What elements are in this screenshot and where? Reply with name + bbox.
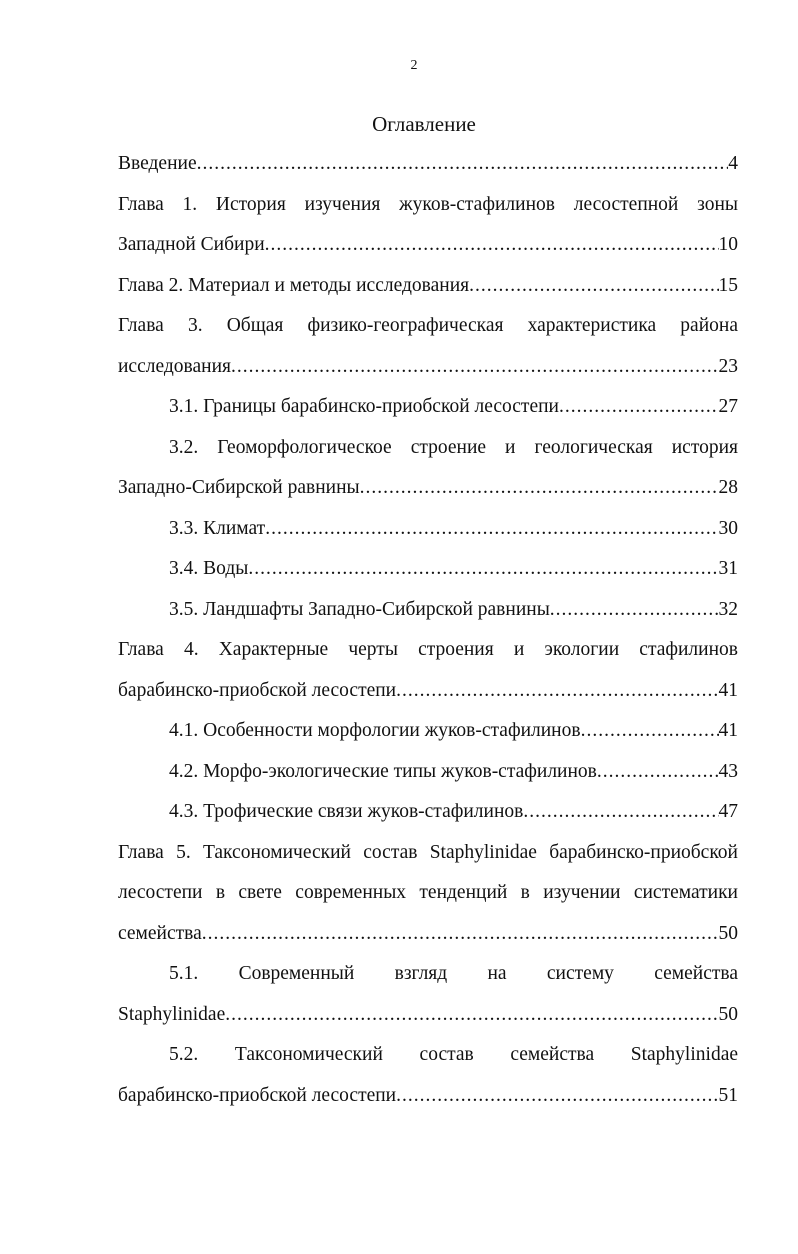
toc-entry-title: 3.3. Климат xyxy=(169,517,266,539)
toc-entry-line: Глава 5. Таксономический состав Staphylinidae барабинско-приобской xyxy=(118,841,738,863)
dot-leader xyxy=(225,1001,718,1029)
toc-entry-line: Глава 1. История изучения жуков-стафилинов лесостепной зоны xyxy=(118,193,738,215)
table-of-contents xyxy=(118,150,738,1122)
dot-leader xyxy=(597,758,719,786)
toc-entry-leader-line xyxy=(118,717,738,758)
dot-leader xyxy=(231,353,719,381)
toc-entry-leader-line xyxy=(118,596,738,637)
toc-entry-title: Западной Сибири xyxy=(118,234,265,255)
toc-entry-line: Глава 4. Характерные черты строения и экологии стафилинов xyxy=(118,639,738,660)
toc-entry-leader-line xyxy=(118,798,738,839)
toc-entry-title: Западно-Сибирской равнины xyxy=(118,477,360,498)
toc-entry[interactable] xyxy=(118,798,738,839)
dot-leader xyxy=(523,798,718,826)
toc-entry[interactable] xyxy=(118,960,738,1041)
toc-entry-leader-line xyxy=(118,272,738,313)
toc-entry-title: 4.2. Морфо-экологические типы жуков-стафилинов xyxy=(169,760,597,782)
toc-entry-title: 3.5. Ландшафты Западно-Сибирской равнины xyxy=(169,598,550,620)
dot-leader xyxy=(265,231,719,259)
toc-entry-page: 32 xyxy=(718,598,738,620)
toc-entry-leader-line xyxy=(118,555,738,596)
toc-entry-leader-line xyxy=(118,920,738,961)
toc-entry[interactable] xyxy=(118,1041,738,1122)
dot-leader xyxy=(197,150,729,178)
toc-entry-title: 3.4. Воды xyxy=(169,558,249,579)
dot-leader xyxy=(396,677,718,705)
dot-leader xyxy=(265,515,718,543)
page-number: 2 xyxy=(410,58,418,73)
toc-entry[interactable] xyxy=(118,272,738,313)
toc-entry-leader-line xyxy=(118,677,738,718)
toc-entry-line: лесостепи в свете современных тенденций в изучении систематики xyxy=(118,882,738,903)
toc-entry[interactable] xyxy=(118,636,738,717)
toc-entry-line: Глава 3. Общая физико-географическая характеристика района xyxy=(118,315,738,336)
toc-entry-leader-line xyxy=(118,353,738,394)
toc-entry-leader-line xyxy=(118,474,738,515)
toc-entry-line: 5.1. Современный взгляд на систему семейства xyxy=(169,963,738,984)
toc-entry-leader-line xyxy=(118,515,738,556)
toc-entry-page: 23 xyxy=(718,355,738,377)
toc-entry[interactable] xyxy=(118,758,738,799)
toc-entry[interactable] xyxy=(118,555,738,596)
toc-entry[interactable] xyxy=(118,596,738,637)
toc-entry-page: 50 xyxy=(718,922,738,944)
toc-entry-leader-line xyxy=(118,150,738,191)
toc-entry-page: 30 xyxy=(718,517,738,539)
dot-leader xyxy=(581,717,719,745)
toc-entry-page: 47 xyxy=(718,801,738,822)
toc-entry-title: барабинско-приобской лесостепи xyxy=(118,1084,397,1106)
dot-leader xyxy=(469,272,718,300)
dot-leader xyxy=(360,474,719,502)
toc-entry[interactable] xyxy=(118,434,738,515)
toc-entry-leader-line xyxy=(118,393,738,434)
toc-entry-title: семейства xyxy=(118,922,202,944)
toc-entry-line: 5.2. Таксономический состав семейства Staphylinidae xyxy=(169,1044,738,1065)
toc-entry-title: Staphylinidae xyxy=(118,1003,226,1025)
toc-entry[interactable] xyxy=(118,150,738,191)
dot-leader xyxy=(550,596,719,624)
toc-entry-leader-line xyxy=(118,1001,738,1042)
toc-entry-page: 51 xyxy=(718,1084,738,1106)
toc-entry[interactable] xyxy=(118,191,738,272)
toc-entry-page: 27 xyxy=(718,396,738,417)
toc-entry[interactable] xyxy=(118,515,738,556)
dot-leader xyxy=(202,920,719,948)
toc-entry-line: 3.2. Геоморфологическое строение и геологическая история xyxy=(169,436,738,458)
toc-entry-page: 4 xyxy=(728,153,738,174)
toc-entry-leader-line xyxy=(118,758,738,799)
toc-entry-title: 4.3. Трофические связи жуков-стафилинов xyxy=(169,801,524,822)
toc-entry-page: 10 xyxy=(718,234,738,255)
toc-title: Оглавление xyxy=(372,112,476,136)
toc-entry[interactable] xyxy=(118,717,738,758)
dot-leader xyxy=(396,1082,718,1110)
toc-entry[interactable] xyxy=(118,312,738,393)
toc-entry-leader-line xyxy=(118,1082,738,1123)
toc-entry-page: 43 xyxy=(718,760,738,782)
toc-entry-title: 4.1. Особенности морфологии жуков-стафилинов xyxy=(169,720,581,741)
toc-entry-title: барабинско-приобской лесостепи xyxy=(118,679,397,701)
toc-entry-title: Глава 2. Материал и методы исследования xyxy=(118,274,470,296)
dot-leader xyxy=(248,555,718,583)
toc-entry-page: 31 xyxy=(718,558,738,579)
toc-entry-page: 41 xyxy=(718,720,738,741)
toc-entry-title: исследования xyxy=(118,355,231,377)
toc-entry-page: 28 xyxy=(718,477,738,498)
toc-entry-page: 41 xyxy=(718,679,738,701)
toc-entry-page: 15 xyxy=(718,274,738,296)
toc-entry-title: 3.1. Границы барабинско-приобской лесостепи xyxy=(169,396,559,417)
toc-entry-page: 50 xyxy=(718,1003,738,1025)
dot-leader xyxy=(559,393,719,421)
toc-entry-leader-line xyxy=(118,231,738,272)
toc-entry-title: Введение xyxy=(118,153,197,174)
toc-entry[interactable] xyxy=(118,839,738,961)
toc-entry[interactable] xyxy=(118,393,738,434)
